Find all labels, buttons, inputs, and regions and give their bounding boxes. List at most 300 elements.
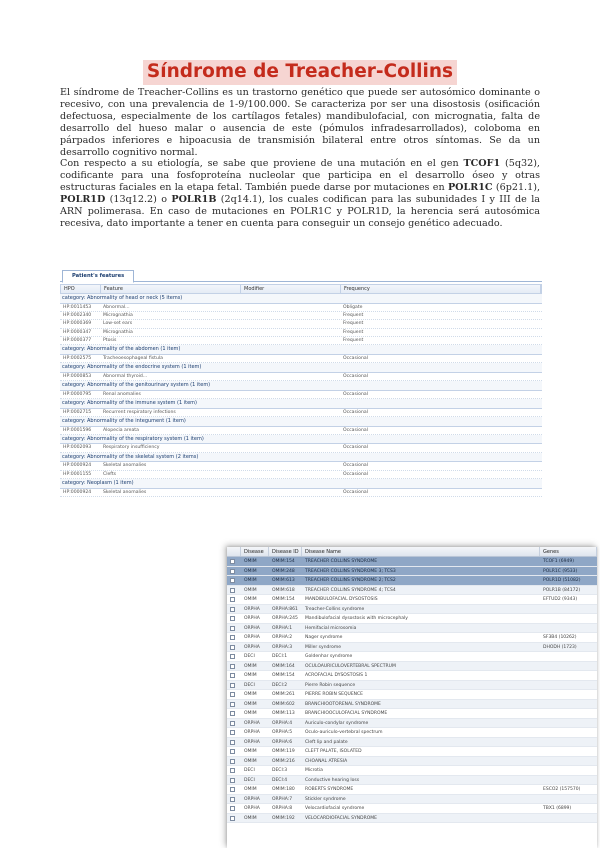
- cell: Microtia: [305, 768, 323, 773]
- cell: Occasional: [343, 489, 368, 495]
- row-checkbox[interactable]: [227, 624, 241, 633]
- cell: Frequent: [343, 338, 364, 344]
- cell: ORPHA:245: [272, 616, 298, 621]
- p2-part5: (2q14.1), los cuales codifican para las subunidades I y III de la ARN polimerasa. En caso de mutaciones en POLR1C y POLR1D, la herencia será autosómica recesiva, dato importante a tener en cuenta para conseguir un consejo genético adecuado.: [60, 194, 540, 229]
- cell: OMIM: [244, 815, 257, 821]
- row-checkbox[interactable]: [227, 633, 241, 642]
- cell: Stickler syndrome: [305, 796, 346, 802]
- cell: [240, 320, 340, 327]
- cell: OMIM: [244, 663, 257, 669]
- col-disease-id[interactable]: Disease ID: [269, 547, 302, 556]
- cell: [240, 304, 340, 311]
- cell: Respiratory insufficiency: [103, 445, 160, 451]
- cell: OMIM:613: [272, 578, 295, 583]
- cell: ORPHA:7: [272, 796, 293, 802]
- table-row[interactable]: [60, 355, 542, 363]
- p2-part1: Con respecto a su etiología, se sabe que proviene de una mutación en el gen: [60, 158, 464, 170]
- row-checkbox[interactable]: [227, 757, 241, 766]
- cell: Clefts: [103, 471, 117, 477]
- table-row[interactable]: [227, 671, 597, 681]
- checkbox-icon[interactable]: [230, 797, 235, 802]
- checkbox-icon[interactable]: [230, 654, 235, 659]
- cell: Frequent: [343, 321, 364, 327]
- table-row[interactable]: [60, 312, 542, 320]
- cell: HP:0001596: [63, 427, 92, 433]
- row-checkbox[interactable]: [227, 557, 241, 566]
- checkbox-icon[interactable]: [230, 749, 235, 754]
- cell: [540, 614, 597, 623]
- cell: ORPHA: [244, 730, 260, 735]
- table-row[interactable]: [227, 709, 597, 719]
- cell: Micrognathia: [103, 329, 133, 335]
- row-checkbox[interactable]: [227, 662, 241, 671]
- cell: POLR1D (51082): [543, 578, 581, 583]
- checkbox-icon[interactable]: [230, 721, 235, 726]
- cell: Occasional: [343, 391, 368, 397]
- cell: CHOANAL ATRESIA: [305, 758, 348, 764]
- cell: OMIM:154: [272, 673, 295, 678]
- p2-part2: (5q32), codificante para una fosfoproteína nucleolar que participa en el desarrollo óseo y otras estructuras faciales en la etapa fetal. También puede darse por mutaciones en: [60, 158, 540, 194]
- cell: [240, 373, 340, 380]
- table-row[interactable]: [227, 719, 597, 729]
- cell: DECI:4: [272, 777, 288, 783]
- body-text: [60, 87, 540, 230]
- col-check[interactable]: [227, 547, 241, 556]
- table-row[interactable]: [227, 728, 597, 738]
- cell: OMIM:216: [272, 758, 295, 764]
- disease-table: [227, 547, 597, 823]
- cell: [540, 719, 597, 728]
- cell: Occasional: [343, 471, 368, 477]
- checkbox-icon[interactable]: [230, 740, 235, 745]
- cell: OMIM: [244, 673, 257, 678]
- table-row[interactable]: [227, 586, 597, 596]
- cell: [540, 624, 597, 633]
- checkbox-icon[interactable]: [230, 816, 235, 821]
- table-row[interactable]: [227, 633, 597, 643]
- cell: Occasional: [343, 427, 368, 433]
- cell: Treacher-Collins syndrome: [305, 606, 365, 612]
- table-row[interactable]: [227, 766, 597, 776]
- cell: HP:0000347: [63, 329, 92, 335]
- checkbox-icon[interactable]: [230, 559, 235, 564]
- cell: HP:0002093: [63, 445, 92, 451]
- cell: OMIM:192: [272, 815, 295, 821]
- cell: Occasional: [343, 445, 368, 451]
- checkbox-icon[interactable]: [230, 616, 235, 621]
- checkbox-icon[interactable]: [230, 578, 235, 583]
- cell: OMIM:248: [272, 568, 295, 574]
- row-checkbox[interactable]: [227, 804, 241, 813]
- cell: Low-set ears: [103, 321, 133, 327]
- cell: OMIM:154: [272, 597, 295, 602]
- row-checkbox[interactable]: [227, 776, 241, 785]
- cell: POLR1B (84172): [543, 587, 581, 593]
- category-row[interactable]: category: Abnormality of the endocrine system (1 item): [60, 363, 542, 373]
- category-row[interactable]: category: Abnormality of the abdomen (1 item): [60, 345, 542, 355]
- disease-table-screenshot: [227, 547, 597, 848]
- cell: HP:0002575: [63, 355, 92, 361]
- cell: ORPHA:5: [272, 730, 293, 735]
- cell: Abnormal...: [103, 304, 130, 310]
- cell: EFTUD2 (9343): [543, 597, 578, 602]
- cell: ORPHA: [244, 796, 260, 802]
- cell: OMIM:154: [272, 559, 295, 564]
- cell: OMIM: [244, 568, 257, 574]
- cell: MANDIBULOFACIAL DYSOSTOSIS: [305, 597, 378, 602]
- cell: Abnormal thyroid...: [103, 373, 148, 379]
- cell: Micrognathia: [103, 312, 133, 318]
- table-row[interactable]: [60, 373, 542, 381]
- cell: TBX1 (6899): [543, 806, 572, 811]
- cell: HP:0000377: [63, 338, 92, 344]
- row-checkbox[interactable]: [227, 586, 241, 595]
- cell: [240, 444, 340, 451]
- cell: HP:0000369: [63, 321, 92, 327]
- p2-part4: (13q12.2) o: [105, 194, 172, 206]
- row-checkbox[interactable]: [227, 576, 241, 585]
- cell: OMIM: [244, 692, 257, 697]
- gene-tcof1: TCOF1: [463, 158, 501, 170]
- checkbox-icon[interactable]: [230, 673, 235, 678]
- gene-polr1d: POLR1D: [60, 194, 106, 206]
- cell: Velocardiofacial syndrome: [305, 806, 365, 811]
- table-row[interactable]: [60, 409, 542, 417]
- checkbox-icon[interactable]: [230, 778, 235, 783]
- paragraph-2: [60, 158, 540, 229]
- table-row[interactable]: [227, 747, 597, 757]
- checkbox-icon[interactable]: [230, 692, 235, 697]
- cell: Auriculo-condylar syndrome: [305, 720, 369, 726]
- col-frequency[interactable]: Frequency: [341, 285, 541, 293]
- cell: HP:0002715: [63, 409, 92, 415]
- checkbox-icon[interactable]: [230, 806, 235, 811]
- cell: ORPHA: [244, 644, 260, 650]
- cell: HP:0000924: [63, 489, 92, 495]
- cell: HP:0000924: [63, 463, 92, 469]
- table-row[interactable]: [227, 614, 597, 624]
- category-row[interactable]: category: Abnormality of the integument (1 item): [60, 417, 542, 427]
- cell: ORPHA:1: [272, 625, 293, 631]
- cell: Skeletal anomalies: [103, 463, 147, 469]
- cell: [540, 681, 597, 690]
- row-checkbox[interactable]: [227, 814, 241, 823]
- cell: [240, 391, 340, 398]
- row-checkbox[interactable]: [227, 709, 241, 718]
- cell: HP:0001155: [63, 471, 92, 477]
- table-row[interactable]: [227, 785, 597, 795]
- cell: ORPHA:861: [272, 606, 298, 612]
- cell: [540, 795, 597, 804]
- checkbox-icon[interactable]: [230, 711, 235, 716]
- cell: [540, 709, 597, 718]
- row-checkbox[interactable]: [227, 785, 241, 794]
- cell: OMIM: [244, 787, 257, 792]
- cell: TREACHER COLLINS SYNDROME 4; TCS4: [305, 587, 396, 593]
- cell: ORPHA: [244, 635, 260, 640]
- cell: TCOF1 (6949): [543, 559, 575, 564]
- table-row[interactable]: [227, 795, 597, 805]
- row-checkbox[interactable]: [227, 652, 241, 661]
- category-row[interactable]: category: Abnormality of the immune system (1 item): [60, 399, 542, 409]
- table-row[interactable]: [227, 605, 597, 615]
- cell: CLEFT PALATE, ISOLATED: [305, 749, 362, 754]
- cell: OMIM:119: [272, 749, 295, 754]
- cell: OMIM: [244, 749, 257, 754]
- cell: HP:0011453: [63, 304, 92, 310]
- row-checkbox[interactable]: [227, 738, 241, 747]
- row-checkbox[interactable]: [227, 681, 241, 690]
- cell: Oculo-auriculo-vertebral spectrum: [305, 730, 383, 735]
- cell: Renal anomalies: [103, 391, 141, 397]
- cell: OMIM:261: [272, 692, 295, 697]
- checkbox-icon[interactable]: [230, 645, 235, 650]
- cell: DECI:1: [272, 654, 288, 659]
- cell: ORPHA: [244, 739, 260, 745]
- cell: HP:0000853: [63, 373, 92, 379]
- cell: Occasional: [343, 409, 368, 415]
- table-row[interactable]: [227, 557, 597, 567]
- cell: ORPHA:3: [272, 644, 293, 650]
- cell: DECI: [244, 768, 255, 773]
- row-checkbox[interactable]: [227, 747, 241, 756]
- cell: OMIM:180: [272, 787, 295, 792]
- cell: Recurrent respiratory infections: [103, 409, 176, 415]
- cell: [540, 700, 597, 709]
- cell: ORPHA: [244, 616, 260, 621]
- cell: ORPHA: [244, 806, 260, 811]
- cell: [240, 427, 340, 434]
- cell: Alopecia areata: [103, 427, 139, 433]
- row-checkbox[interactable]: [227, 728, 241, 737]
- table-row[interactable]: [227, 690, 597, 700]
- table-row[interactable]: [60, 337, 542, 345]
- tab-patient-features[interactable]: Patient's features: [62, 270, 134, 283]
- paragraph-1: El síndrome de Treacher-Collins es un trastorno genético que puede ser autosómico dominante o recesivo, con una prevalencia de 1-9/100.000. Se caracteriza por ser una disostosis (osificación defectuosa, especialmente de los cartílagos fetales) mandibulofacial, con micrognatia, falta de desarrollo del hueso malar o ausencia de este (pómulos infradesarrollados), coloboma en párpados inferiores e hipoacusia de transmisión bilateral entre otros síntomas. Se da un desarrollo cognitivo normal.: [60, 87, 540, 158]
- checkbox-icon[interactable]: [230, 569, 235, 574]
- cell: TREACHER COLLINS SYNDROME: [305, 559, 378, 564]
- cell: [540, 776, 597, 785]
- category-row[interactable]: category: Neoplasm (1 item): [60, 479, 542, 489]
- cell: [540, 671, 597, 680]
- checkbox-icon[interactable]: [230, 588, 235, 593]
- table-row[interactable]: [227, 595, 597, 605]
- row-checkbox[interactable]: [227, 795, 241, 804]
- cell: Tracheoesophageal fistula: [103, 355, 163, 361]
- table-row[interactable]: [60, 329, 542, 337]
- table-row[interactable]: [227, 757, 597, 767]
- page-title: Síndrome de Treacher-Collins: [143, 60, 457, 85]
- cell: [540, 766, 597, 775]
- col-hpo[interactable]: HPO: [61, 285, 101, 293]
- cell: Hemifacial microsomia: [305, 625, 357, 631]
- cell: [240, 355, 340, 362]
- cell: ORPHA: [244, 606, 260, 612]
- checkbox-icon[interactable]: [230, 702, 235, 707]
- cell: ORPHA: [244, 625, 260, 631]
- cell: ORPHA: [244, 720, 260, 726]
- row-checkbox[interactable]: [227, 690, 241, 699]
- cell: [240, 409, 340, 416]
- cell: ORPHA:8: [272, 806, 293, 811]
- cell: OMIM: [244, 587, 257, 593]
- cell: PIERRE ROBIN SEQUENCE: [305, 692, 364, 697]
- cell: TREACHER COLLINS SYNDROME 3; TCS3: [305, 568, 396, 574]
- table-row[interactable]: [60, 462, 542, 470]
- cell: DECI:2: [272, 682, 288, 688]
- table-row[interactable]: [227, 576, 597, 586]
- cell: ACROFACIAL DYSOSTOSIS 1: [305, 673, 368, 678]
- col-disease-name[interactable]: Disease Name: [302, 547, 540, 556]
- cell: OMIM: [244, 578, 257, 583]
- features-table-screenshot: [60, 268, 542, 556]
- cell: DECI: [244, 682, 255, 688]
- col-modifier[interactable]: Modifier: [241, 285, 341, 293]
- cell: [240, 312, 340, 319]
- title-wrap: [0, 60, 600, 85]
- cell: [540, 728, 597, 737]
- cell: [540, 757, 597, 766]
- table-row[interactable]: [227, 681, 597, 691]
- gene-polr1c: POLR1C: [447, 182, 493, 194]
- cell: DHODH (1723): [543, 644, 577, 650]
- cell: [540, 747, 597, 756]
- cell: OMIM:164: [272, 663, 295, 669]
- cell: Occasional: [343, 355, 368, 361]
- cell: BRANCHIOOTORENAL SYNDROME: [305, 701, 381, 707]
- row-checkbox[interactable]: [227, 614, 241, 623]
- p2-part3: (6p21.1),: [492, 182, 540, 194]
- cell: ESCO2 (157570): [543, 787, 581, 792]
- cell: OMIM:618: [272, 587, 295, 593]
- cell: Occasional: [343, 463, 368, 469]
- cell: Pierre Robin sequence: [305, 682, 356, 688]
- cell: ROBERTS SYNDROME: [305, 787, 354, 792]
- category-row[interactable]: category: Abnormality of head or neck (5 items): [60, 294, 542, 304]
- table-row[interactable]: [227, 700, 597, 710]
- table-row[interactable]: [60, 489, 542, 497]
- disease-table-header: [227, 547, 597, 557]
- cell: [240, 489, 340, 496]
- col-feature[interactable]: Feature: [101, 285, 241, 293]
- cell: Goldenhar syndrome: [305, 654, 353, 659]
- category-row[interactable]: category: Abnormality of the genitourinary system (1 item): [60, 381, 542, 391]
- table-row[interactable]: [60, 471, 542, 479]
- cell: OMIM:113: [272, 711, 295, 716]
- checkbox-icon[interactable]: [230, 597, 235, 602]
- col-genes[interactable]: Genes: [540, 547, 597, 556]
- cell: OMIM: [244, 701, 257, 707]
- cell: Conductive hearing loss: [305, 777, 360, 783]
- row-checkbox[interactable]: [227, 643, 241, 652]
- cell: [540, 814, 597, 823]
- cell: [240, 329, 340, 336]
- category-row[interactable]: category: Abnormality of the skeletal system (2 items): [60, 453, 542, 463]
- cell: HP:0000795: [63, 391, 92, 397]
- cell: [240, 471, 340, 478]
- cell: ORPHA:6: [272, 739, 293, 745]
- table-row[interactable]: [227, 662, 597, 672]
- cell: POLR1C (9533): [543, 568, 578, 574]
- cell: ORPHA:2: [272, 635, 293, 640]
- row-checkbox[interactable]: [227, 567, 241, 576]
- cell: TREACHER COLLINS SYNDROME 2; TCS2: [305, 578, 396, 583]
- features-table-header: [60, 284, 542, 294]
- cell: SF3B4 (10262): [543, 635, 577, 640]
- table-row[interactable]: [60, 427, 542, 435]
- cell: Obligate: [343, 304, 363, 310]
- row-checkbox[interactable]: [227, 595, 241, 604]
- table-row[interactable]: [227, 738, 597, 748]
- cell: Frequent: [343, 329, 364, 335]
- category-row[interactable]: category: Abnormality of the respiratory system (1 item): [60, 435, 542, 445]
- cell: HP:0002340: [63, 312, 92, 318]
- row-checkbox[interactable]: [227, 671, 241, 680]
- cell: OCULOAURICULOVERTEBRAL SPECTRUM: [305, 663, 396, 669]
- cell: OMIM: [244, 758, 257, 764]
- cell: [240, 462, 340, 469]
- table-row[interactable]: [227, 567, 597, 577]
- cell: Nager syndrome: [305, 635, 343, 640]
- table-row[interactable]: [60, 304, 542, 312]
- cell: [540, 652, 597, 661]
- table-row[interactable]: [227, 624, 597, 634]
- table-row[interactable]: [227, 776, 597, 786]
- table-row[interactable]: [227, 804, 597, 814]
- row-checkbox[interactable]: [227, 700, 241, 709]
- cell: Occasional: [343, 373, 368, 379]
- table-row[interactable]: [227, 643, 597, 653]
- checkbox-icon[interactable]: [230, 626, 235, 631]
- row-checkbox[interactable]: [227, 766, 241, 775]
- cell: Miller syndrome: [305, 644, 342, 650]
- checkbox-icon[interactable]: [230, 768, 235, 773]
- checkbox-icon[interactable]: [230, 759, 235, 764]
- row-checkbox[interactable]: [227, 719, 241, 728]
- cell: VELOCARDIOFACIAL SYNDROME: [305, 815, 377, 821]
- row-checkbox[interactable]: [227, 605, 241, 614]
- table-row[interactable]: [60, 391, 542, 399]
- cell: [540, 662, 597, 671]
- cell: Cleft lip and palate: [305, 739, 348, 745]
- col-disease[interactable]: Disease: [241, 547, 269, 556]
- cell: [540, 690, 597, 699]
- table-row[interactable]: [60, 320, 542, 328]
- table-row[interactable]: [60, 444, 542, 452]
- checkbox-icon[interactable]: [230, 683, 235, 688]
- cell: Skeletal anomalies: [103, 489, 147, 495]
- table-row[interactable]: [227, 814, 597, 824]
- cell: Mandibulofacial dysostosis with microcephaly: [305, 616, 408, 621]
- cell: [540, 738, 597, 747]
- cell: OMIM: [244, 559, 257, 564]
- cell: DECI: [244, 777, 255, 783]
- cell: [240, 337, 340, 344]
- checkbox-icon[interactable]: [230, 664, 235, 669]
- cell: Ptosis: [103, 338, 117, 344]
- checkbox-icon[interactable]: [230, 730, 235, 735]
- checkbox-icon[interactable]: [230, 635, 235, 640]
- cell: OMIM: [244, 711, 257, 716]
- cell: DECI:3: [272, 768, 288, 773]
- tab-bar: [60, 268, 542, 282]
- features-table: [60, 284, 542, 497]
- checkbox-icon[interactable]: [230, 607, 235, 612]
- cell: Frequent: [343, 312, 364, 318]
- table-row[interactable]: [227, 652, 597, 662]
- checkbox-icon[interactable]: [230, 787, 235, 792]
- gene-polr1b: POLR1B: [171, 194, 217, 206]
